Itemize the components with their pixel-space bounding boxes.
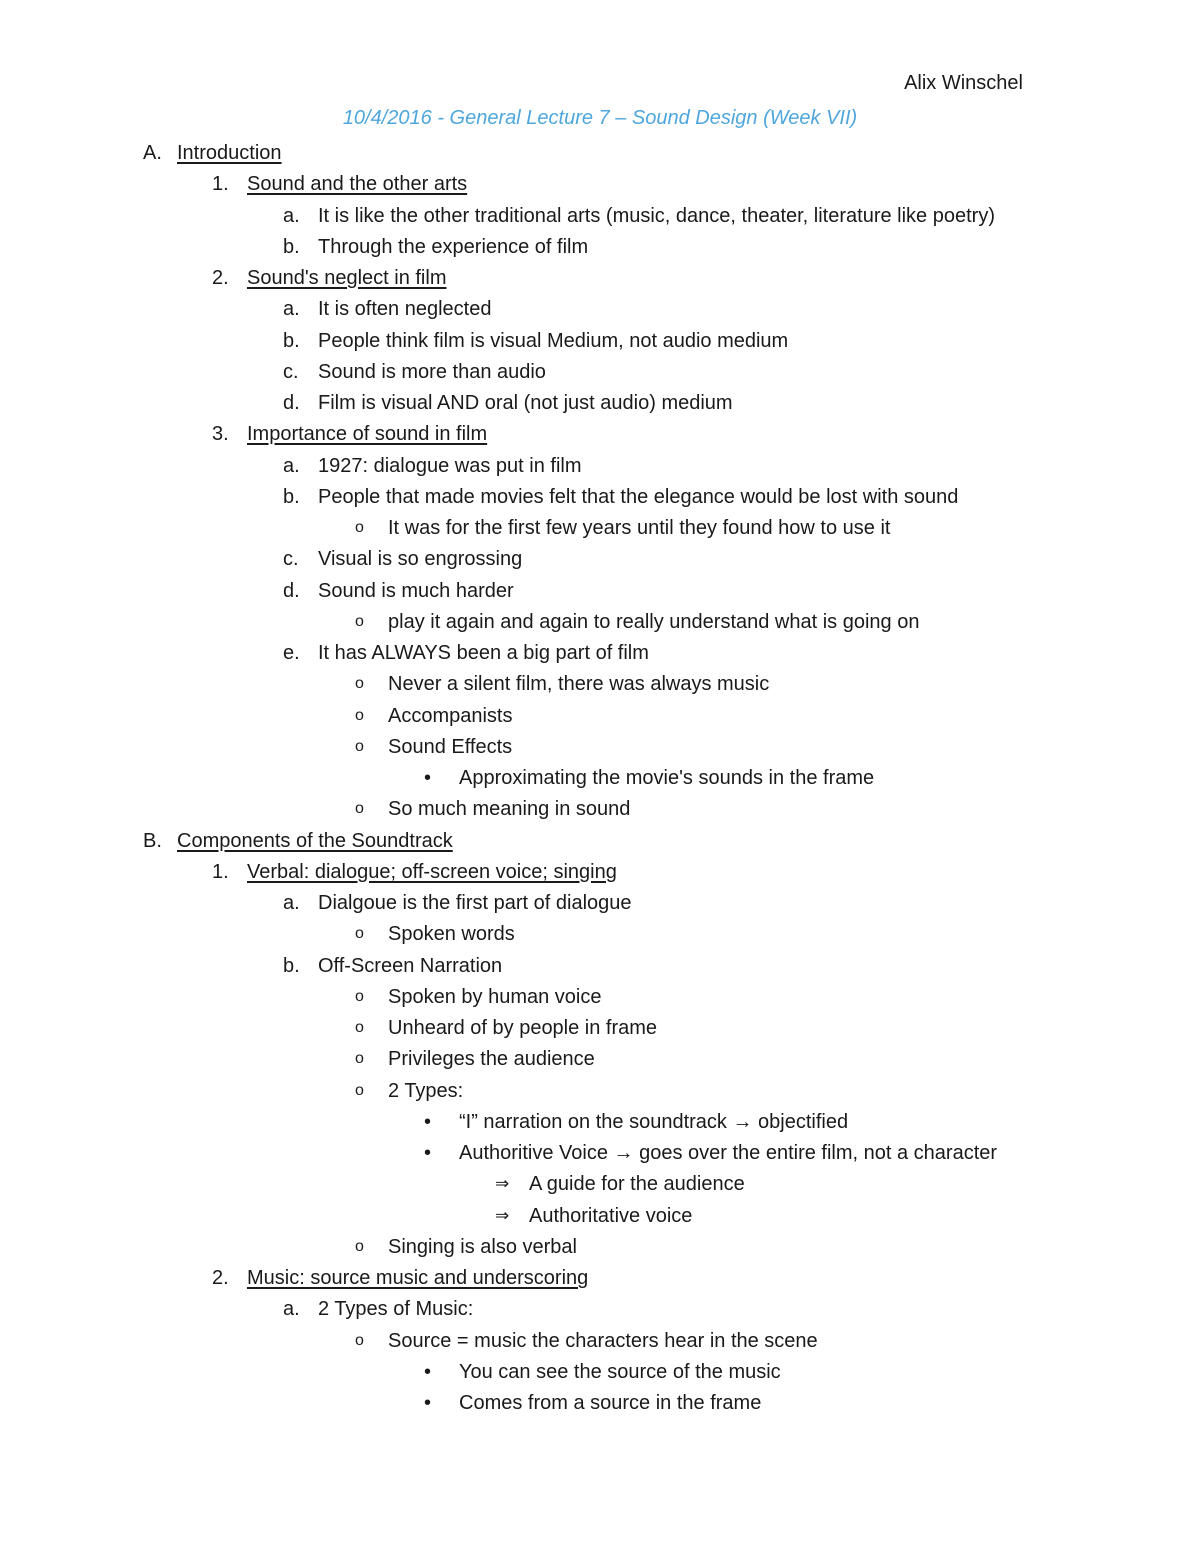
outline-marker: o — [355, 1237, 364, 1255]
outline-marker: o — [355, 612, 364, 630]
outline-marker: • — [424, 767, 432, 789]
outline-marker: ⇒ — [495, 1174, 510, 1194]
outline-text: Off-Screen Narration — [318, 954, 503, 977]
outline-item-level-1 — [0, 173, 1200, 204]
outline-text: 2 Types: — [388, 1079, 464, 1102]
outline-marker: a. — [283, 892, 300, 914]
outline-marker: b. — [283, 954, 300, 977]
outline-marker: d. — [283, 392, 300, 414]
outline-item-level-3 — [0, 673, 1200, 704]
outline-text: Authoritive Voice → goes over the entire film, not a character — [459, 1142, 998, 1164]
outline-text: It is like the other traditional arts (music, dance, theater, literature like poetry) — [318, 204, 995, 227]
outline-text: Never a silent film, there was always music — [388, 673, 770, 696]
outline-marker: • — [424, 1110, 432, 1133]
outline-item-level-2 — [0, 205, 1200, 236]
outline-text: It was for the first few years until they found how to use it — [388, 517, 891, 539]
outline-marker: a. — [283, 1298, 300, 1321]
outline-marker: A. — [143, 142, 162, 164]
outline-marker: o — [355, 706, 364, 724]
outline-item-level-3 — [0, 517, 1200, 548]
outline-marker: o — [355, 1019, 364, 1036]
outline-item-level-3 — [0, 1048, 1200, 1079]
outline-marker: b. — [283, 485, 300, 508]
outline-text: Source = music the characters hear in the scene — [388, 1329, 818, 1352]
outline-item-level-4 — [0, 767, 1200, 798]
outline-item-level-2 — [0, 236, 1200, 267]
outline-item-level-1 — [0, 267, 1200, 298]
outline-marker: a. — [283, 298, 300, 321]
outline-marker: b. — [283, 235, 300, 258]
outline-item-level-0 — [0, 830, 1200, 861]
outline-item-level-3 — [0, 611, 1200, 642]
outline-text: Unheard of by people in frame — [388, 1017, 658, 1039]
outline-item-level-2 — [0, 330, 1200, 361]
outline-text: Sound Effects — [388, 735, 513, 758]
outline-marker: o — [355, 675, 364, 693]
outline-item-level-3 — [0, 798, 1200, 829]
outline-marker: a. — [283, 204, 300, 227]
outline-marker: 1. — [212, 860, 229, 883]
outline-item-level-5 — [0, 1205, 1200, 1236]
outline-item-level-3 — [0, 705, 1200, 736]
outline-text: A guide for the audience — [529, 1173, 745, 1196]
outline-text: Visual is so engrossing — [318, 548, 523, 571]
outline-text: “I” narration on the soundtrack → objectified — [459, 1110, 849, 1133]
outline-item-level-4 — [0, 1142, 1200, 1173]
outline-text: It has ALWAYS been a big part of film — [318, 642, 649, 664]
outline-text: Privileges the audience — [388, 1048, 595, 1071]
outline-item-level-2 — [0, 486, 1200, 517]
outline-item-level-2 — [0, 298, 1200, 329]
outline-marker: a. — [283, 454, 300, 477]
outline-marker: • — [424, 1142, 432, 1164]
outline-item-level-2 — [0, 642, 1200, 673]
outline-item-level-2 — [0, 548, 1200, 579]
outline-item-level-1 — [0, 423, 1200, 454]
outline-text: Sound is much harder — [318, 579, 514, 602]
outline-item-level-2 — [0, 361, 1200, 392]
outline-marker: • — [424, 1360, 432, 1383]
outline-text: Spoken by human voice — [388, 985, 602, 1008]
outline-marker: c. — [283, 360, 299, 383]
outline-text: People that made movies felt that the elegance would be lost with sound — [318, 485, 959, 508]
outline-item-level-2 — [0, 580, 1200, 611]
outline-heading: Music: source music and underscoring — [247, 1267, 589, 1289]
outline-text: You can see the source of the music — [459, 1360, 781, 1383]
outline-marker: o — [355, 925, 364, 943]
outline-item-level-1 — [0, 861, 1200, 892]
outline-marker: o — [355, 987, 364, 1005]
lecture-outline — [0, 142, 1200, 1423]
outline-heading: Importance of sound in film — [247, 423, 488, 446]
outline-item-level-2 — [0, 892, 1200, 923]
outline-heading: Components of the Soundtrack — [177, 829, 453, 852]
outline-item-level-3 — [0, 1236, 1200, 1267]
outline-item-level-2 — [0, 955, 1200, 986]
outline-text: Authoritative voice — [529, 1204, 693, 1227]
outline-item-level-4 — [0, 1111, 1200, 1142]
outline-text: It is often neglected — [318, 298, 492, 321]
outline-marker: 2. — [212, 267, 229, 289]
outline-text: 1927: dialogue was put in film — [318, 454, 582, 477]
outline-heading: Sound and the other arts — [247, 173, 468, 196]
outline-heading: Sound's neglect in film — [247, 267, 447, 289]
outline-item-level-3 — [0, 986, 1200, 1017]
outline-text: Film is visual AND oral (not just audio) medium — [318, 392, 733, 414]
outline-marker: d. — [283, 579, 300, 602]
outline-item-level-1 — [0, 1267, 1200, 1298]
outline-marker: o — [355, 1050, 364, 1068]
outline-item-level-3 — [0, 1330, 1200, 1361]
outline-marker: o — [355, 519, 364, 536]
outline-item-level-3 — [0, 1080, 1200, 1111]
outline-text: Dialgoue is the first part of dialogue — [318, 892, 632, 914]
outline-marker: 2. — [212, 1267, 229, 1289]
outline-marker: o — [355, 737, 364, 755]
lecture-title: 10/4/2016 - General Lecture 7 – Sound Design (Week VII) — [342, 107, 858, 129]
outline-text: Comes from a source in the frame — [459, 1392, 762, 1414]
outline-marker: o — [355, 800, 364, 818]
outline-item-level-2 — [0, 1298, 1200, 1329]
outline-marker: o — [355, 1081, 364, 1099]
outline-item-level-3 — [0, 923, 1200, 954]
outline-marker: • — [424, 1392, 432, 1414]
outline-item-level-2 — [0, 392, 1200, 423]
outline-marker: o — [355, 1331, 364, 1349]
outline-marker: ⇒ — [495, 1205, 510, 1225]
outline-text: Sound is more than audio — [318, 360, 546, 383]
outline-item-level-2 — [0, 455, 1200, 486]
outline-item-level-4 — [0, 1361, 1200, 1392]
outline-item-level-0 — [0, 142, 1200, 173]
outline-text: Accompanists — [388, 704, 513, 727]
outline-marker: e. — [283, 642, 300, 664]
outline-item-level-3 — [0, 736, 1200, 767]
outline-text: Approximating the movie's sounds in the frame — [459, 767, 875, 789]
outline-marker: 3. — [212, 423, 229, 446]
outline-item-level-5 — [0, 1173, 1200, 1204]
outline-text: So much meaning in sound — [388, 798, 631, 821]
outline-text: 2 Types of Music: — [318, 1298, 474, 1321]
outline-text: play it again and again to really understand what is going on — [388, 610, 920, 633]
outline-text: People think film is visual Medium, not audio medium — [318, 329, 789, 352]
outline-item-level-3 — [0, 1017, 1200, 1048]
author-name: Alix Winschel — [904, 72, 1023, 94]
outline-text: Singing is also verbal — [388, 1235, 577, 1258]
outline-text: Spoken words — [388, 923, 515, 946]
outline-marker: c. — [283, 548, 299, 571]
outline-text: Through the experience of film — [318, 235, 589, 258]
outline-marker: 1. — [212, 173, 229, 196]
outline-marker: B. — [143, 829, 162, 852]
outline-marker: b. — [283, 329, 300, 352]
outline-heading: Verbal: dialogue; off-screen voice; singing — [247, 860, 617, 883]
outline-heading: Introduction — [177, 142, 282, 164]
outline-item-level-4 — [0, 1392, 1200, 1423]
